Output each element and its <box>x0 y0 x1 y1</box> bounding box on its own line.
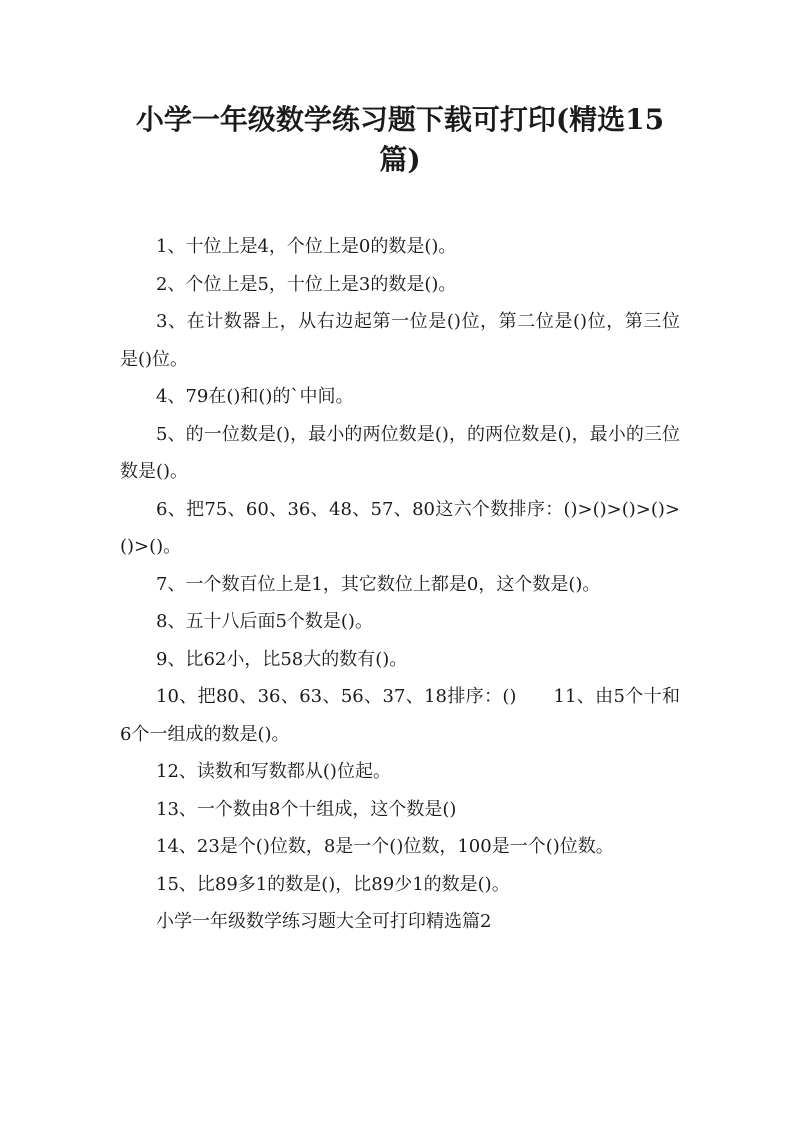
question-12: 12、读数和写数都从()位起。 <box>156 761 391 782</box>
section-heading: 小学一年级数学练习题大全可打印精选篇2 <box>156 911 492 932</box>
question-6: 6、把75、60、36、48、57、80这六个数排序：()>()>()>()>()>()。 <box>120 498 680 557</box>
question-2: 2、个位上是5，十位上是3的数是()。 <box>156 273 457 295</box>
question-14: 14、23是个()位数，8是一个()位数，100是一个()位数。 <box>156 836 614 857</box>
question-8: 8、五十八后面5个数是()。 <box>156 611 373 632</box>
question-10-11: 10、把80、36、63、56、37、18排序：() 11、由5个十和6个一组成的数是()。 <box>120 686 680 745</box>
document-title-line-2: 篇) <box>379 143 421 176</box>
document-title-line-1: 小学一年级数学练习题下载可打印(精选15 <box>135 103 665 136</box>
question-15: 15、比89多1的数是()，比89少1的数是()。 <box>156 873 510 895</box>
question-7: 7、一个数百位上是1，其它数位上都是0，这个数是()。 <box>156 573 601 595</box>
document-body <box>120 228 680 941</box>
question-4: 4、79在()和()的`中间。 <box>156 386 354 407</box>
question-5: 5、的一位数是()，最小的两位数是()，的两位数是()，最小的三位数是()。 <box>120 423 680 482</box>
question-1: 1、十位上是4，个位上是0的数是()。 <box>156 236 457 257</box>
question-3: 3、在计数器上，从右边起第一位是()位，第二位是()位，第三位是()位。 <box>120 311 680 370</box>
question-9: 9、比62小，比58大的数有()。 <box>156 648 408 670</box>
question-13: 13、一个数由8个十组成，这个数是() <box>156 798 457 820</box>
